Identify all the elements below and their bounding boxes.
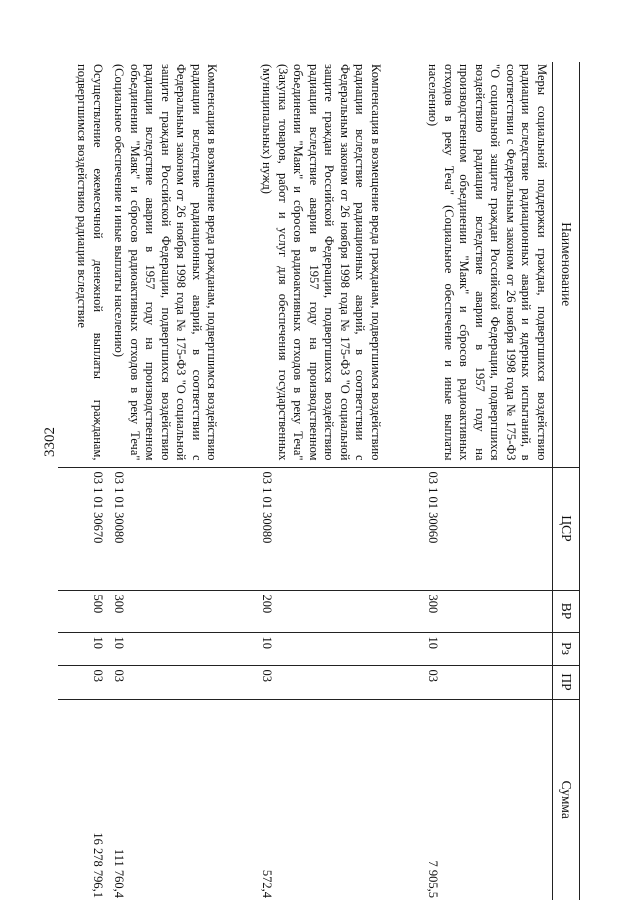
budget-table xyxy=(58,62,580,900)
column-header-name: Наименование xyxy=(553,62,580,467)
row-name: Меры социальной поддержки граждан, подвергшихся воздействию радиации вследствие радиационных аварий и ядерных испытаний, в соответствии с Федеральным законом от 26 ноября 1998 года № 175-ФЗ "О социальной защите граждан Российской Федерации, подвергшихся воздействию радиации вследствие аварии в 1957 году на производственном объединении "Маяк" и сбросов радиоактивных отходов в реку Теча" (Социальное обеспечение и иные выплаты населению) xyxy=(426,64,549,461)
row-rz: 10 xyxy=(108,632,256,665)
column-header-sum: Сумма xyxy=(553,699,580,900)
budget-table-rotated xyxy=(56,62,580,900)
table-row xyxy=(108,62,256,900)
table-row xyxy=(256,62,422,900)
row-pr: 03 xyxy=(256,665,422,699)
row-sum: 572,4 xyxy=(256,699,422,900)
row-name: Компенсация в возмещение вреда гражданам, подвергшимся воздействию радиации вследствие радиационных аварий, в соответствии с Федеральным законом от 26 ноября 1998 года № 175-ФЗ "О социальной защите граждан Российской Федерации, подвергшихся воздействию радиации вследствие аварии в 1957 году на производственном объединении "Маяк" и сбросов радиоактивных отходов в реку Теча" (Социальное обеспечение и иные выплаты населению) xyxy=(112,64,220,461)
row-rz: 10 xyxy=(58,632,108,665)
row-csr: 03 1 01 30670 xyxy=(58,467,108,590)
table-row xyxy=(58,62,108,900)
row-sum: 7 905,5 xyxy=(422,699,553,900)
row-sum: 111 760,4 xyxy=(108,699,256,900)
row-csr: 03 1 01 30080 xyxy=(108,467,256,590)
row-vr: 200 xyxy=(256,590,422,632)
row-vr: 300 xyxy=(108,590,256,632)
column-header-rz: Рз xyxy=(553,632,580,665)
column-header-csr: ЦСР xyxy=(553,467,580,590)
table-header-row xyxy=(553,62,580,900)
row-name: Осуществление ежемесячной денежной выплаты гражданам, подвергшимся воздействию радиации вследствие xyxy=(75,64,105,461)
row-rz: 10 xyxy=(256,632,422,665)
row-pr: 03 xyxy=(422,665,553,699)
column-header-pr: ПР xyxy=(553,665,580,699)
row-name: Компенсация в возмещение вреда гражданам, подвергшимся воздействию радиации вследствие радиационных аварий, в соответствии с Федеральным законом от 26 ноября 1998 года № 175-ФЗ "О социальной защите граждан Российской Федерации, подвергшихся воздействию радиации вследствие аварии в 1957 году на производственном объединении "Маяк" и сбросов радиоактивных отходов в реку Теча" (Закупка товаров, работ и услуг для обеспечения государственных (муниципальных) нужд) xyxy=(260,64,383,461)
row-csr: 03 1 01 30060 xyxy=(422,467,553,590)
page-number: 3302 xyxy=(42,427,58,457)
column-header-vr: ВР xyxy=(553,590,580,632)
table-row xyxy=(422,62,553,900)
row-csr: 03 1 01 30080 xyxy=(256,467,422,590)
row-rz: 10 xyxy=(422,632,553,665)
row-sum: 16 278 796,1 xyxy=(58,699,108,900)
row-vr: 300 xyxy=(422,590,553,632)
row-pr: 03 xyxy=(58,665,108,699)
row-vr: 500 xyxy=(58,590,108,632)
row-pr: 03 xyxy=(108,665,256,699)
